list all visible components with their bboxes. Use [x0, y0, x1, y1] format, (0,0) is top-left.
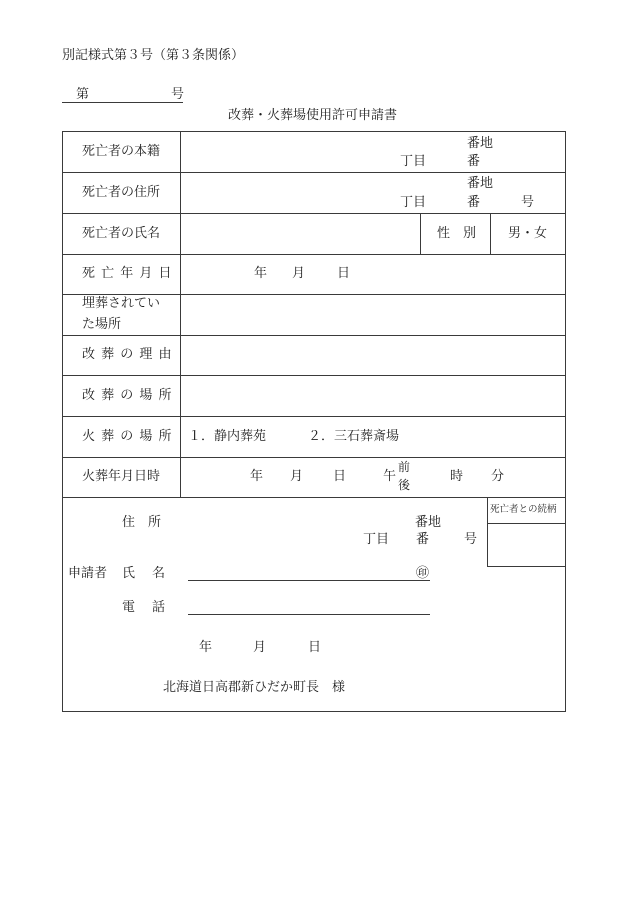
cremation-hour: 時: [450, 469, 464, 484]
deceased-name-label: 死亡者の氏名: [82, 226, 161, 241]
death-date-day: 日: [337, 266, 351, 281]
sex-options: 男・女: [508, 226, 548, 241]
applicant-go: 号: [464, 532, 478, 547]
applicant-chome: 丁目: [363, 532, 390, 547]
domicile-chome: 丁目: [400, 154, 427, 169]
row-divider: [62, 375, 565, 376]
relation-box-header-divider: [487, 523, 565, 524]
domicile-label: 死亡者の本籍: [82, 144, 161, 159]
document-number-underline: [62, 102, 183, 103]
relation-box-bottom-border: [487, 566, 565, 567]
application-date-day: 日: [308, 640, 322, 655]
cremation-datetime-label: 火葬年月日時: [82, 469, 161, 484]
application-date-month: 月: [253, 640, 267, 655]
reburial-reason-label: 改 葬 の 理 由: [82, 347, 173, 362]
address-go: 号: [521, 195, 535, 210]
applicant-name-underline: [188, 580, 430, 581]
cremation-pm: 後: [398, 478, 411, 492]
applicant-phone-label: 電 話: [122, 600, 168, 615]
domicile-ban: 番: [467, 154, 481, 169]
row-divider: [62, 497, 565, 498]
cremation-day: 日: [333, 469, 347, 484]
relation-label: 死亡者との続柄: [490, 504, 557, 515]
address-banchi: 番地: [467, 176, 494, 191]
cremation-am: 前: [398, 460, 411, 474]
row-divider: [62, 416, 565, 417]
cremation-place-label: 火 葬 の 場 所: [82, 429, 173, 444]
row-divider: [62, 335, 565, 336]
applicant-address-label: 住 所: [122, 515, 162, 530]
cremation-option-1: １．静内葬苑: [188, 429, 267, 444]
reburial-place-label: 改 葬 の 場 所: [82, 388, 173, 403]
document-number-prefix: 第: [76, 87, 90, 102]
address-label: 死亡者の住所: [82, 185, 161, 200]
relation-box-left-border: [487, 497, 488, 566]
cremation-noon: 午: [383, 469, 397, 484]
form-reference: 別記様式第３号（第３条関係）: [62, 48, 245, 63]
application-date-year: 年: [199, 640, 213, 655]
cremation-option-2: ２．三石葬斎場: [308, 429, 400, 444]
applicant-section-label: 申請者: [68, 566, 108, 581]
burial-place-label-line2: た場所: [82, 317, 122, 332]
sex-label: 性 別: [437, 226, 477, 241]
death-date-year: 年: [254, 266, 268, 281]
addressee: 北海道日高郡新ひだか町長 様: [163, 680, 346, 695]
domicile-banchi: 番地: [467, 136, 494, 151]
form-title: 改葬・火葬場使用許可申請書: [228, 108, 398, 123]
address-chome: 丁目: [400, 195, 427, 210]
row-divider: [62, 294, 565, 295]
sex-value-divider: [490, 213, 491, 254]
applicant-ban: 番: [416, 532, 430, 547]
applicant-name-label: 氏 名: [122, 566, 168, 581]
cremation-minute: 分: [491, 469, 505, 484]
sex-cell-divider: [420, 213, 421, 254]
death-date-label: 死 亡 年 月 日: [82, 266, 173, 281]
burial-place-label-line1: 埋葬されてい: [82, 296, 161, 311]
address-ban: 番: [467, 195, 481, 210]
row-divider: [62, 457, 565, 458]
death-date-month: 月: [292, 266, 306, 281]
document-number-suffix: 号: [171, 87, 185, 102]
cremation-year: 年: [250, 469, 264, 484]
cremation-month: 月: [290, 469, 304, 484]
applicant-phone-underline: [188, 614, 430, 615]
applicant-banchi: 番地: [415, 515, 442, 530]
seal-mark: ㊞: [416, 566, 430, 581]
row-divider: [62, 254, 565, 255]
label-column-divider: [180, 131, 181, 497]
row-divider: [62, 172, 565, 173]
